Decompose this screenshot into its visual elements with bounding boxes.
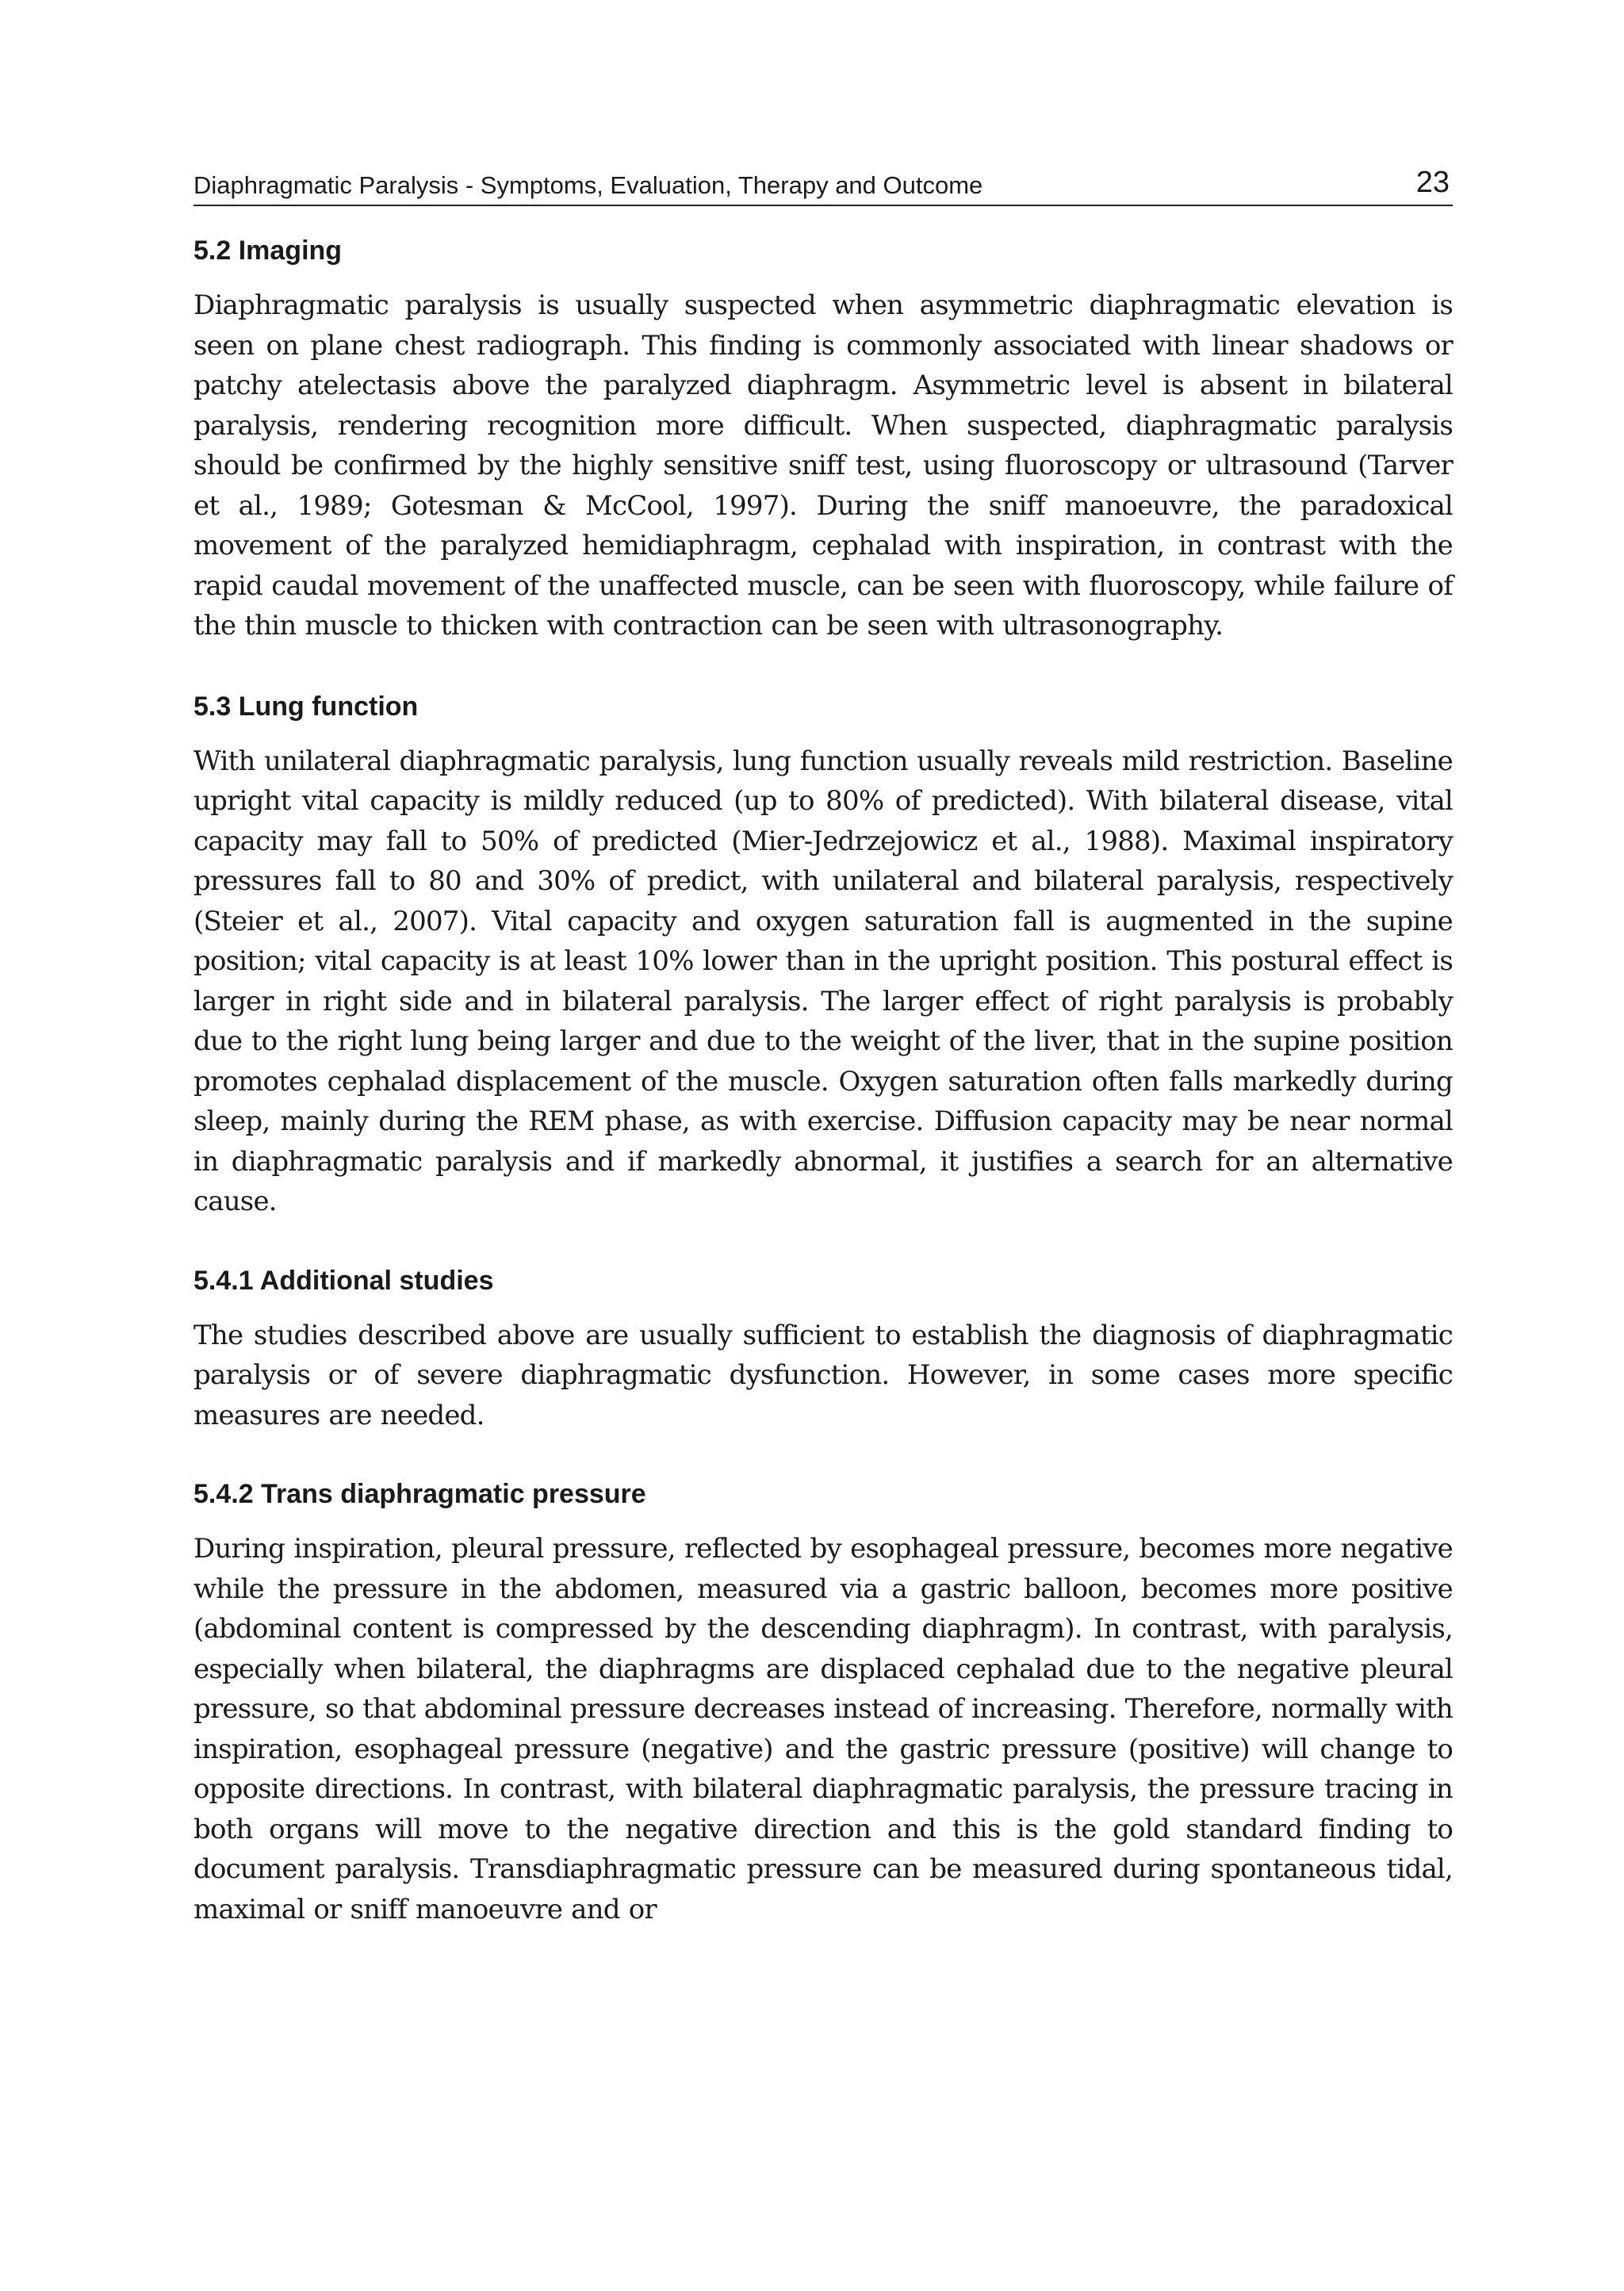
section-heading: 5.4.2 Trans diaphragmatic pressure [193,1479,646,1509]
section-imaging [193,235,1453,646]
section-heading: 5.3 Lung function [193,691,419,722]
section-paragraph: Diaphragmatic paralysis is usually suspected when asymmetric diaphragmatic elevation is seen on plane chest radiograph. This finding is commonly associated with linear shadows or patchy atelectasis above the paralyzed diaphragm. Asymmetric level is absent in bilateral paralysis, rendering recognition more difficult. When suspected, diaphragmatic paralysis should be confirmed by the highly sensitive sniff test, using fluoroscopy or ultrasound (Tarver et al., 1989; Gotesman & McCool, 1997). During the sniff manoeuvre, the paradoxical movement of the paralyzed hemidiaphragm, cephalad with inspiration, in contrast with the rapid caudal movement of the unaffected muscle, can be seen with fluoroscopy, while failure of the thin muscle to thicken with contraction can be seen with ultrasonography. [193,289,1453,642]
section-paragraph: With unilateral diaphragmatic paralysis, lung function usually reveals mild restriction. Baseline upright vital capacity is mildly reduced (up to 80% of predicted). With bilateral disease, vital capacity may fall to 50% of predicted (Mier-Jedrzejowicz et al., 1988). Maximal inspiratory pressures fall to 80 and 30% of predict, with unilateral and bilateral paralysis, respectively (Steier et al., 2007). Vital capacity and oxygen saturation fall is augmented in the supine position; vital capacity is at least 10% lower than in the upright position. This postural effect is larger in right side and in bilateral paralysis. The larger effect of right paralysis is probably due to the right lung being larger and due to the weight of the liver, that in the supine position promotes cephalad displacement of the muscle. Oxygen saturation often falls markedly during sleep, mainly during the REM phase, as with exercise. Diffusion capacity may be near normal in diaphragmatic paralysis and if markedly abnormal, it justifies a search for an alternative cause. [193,745,1453,1217]
section-additional-studies [193,1265,1453,1436]
section-heading: 5.4.1 Additional studies [193,1265,494,1296]
section-paragraph: During inspiration, pleural pressure, reflected by esophageal pressure, becomes more negative while the pressure in the abdomen, measured via a gastric balloon, becomes more positive (abdominal content is compressed by the descending diaphragm). In contrast, with paralysis, especially when bilateral, the diaphragms are displaced cephalad due to the negative pleural pressure, so that abdominal pressure decreases instead of increasing. Therefore, normally with inspiration, esophageal pressure (negative) and the gastric pressure (positive) will change to opposite directions. In contrast, with bilateral diaphragmatic paralysis, the pressure tracing in both organs will move to the negative direction and this is the gold standard finding to document paralysis. Transdiaphragmatic pressure can be measured during spontaneous tidal, maximal or sniff manoeuvre and or [193,1533,1453,1925]
section-paragraph: The studies described above are usually sufficient to establish the diagnosis of diaphragmatic paralysis or of severe diaphragmatic dysfunction. However, in some cases more specific measures are needed. [193,1319,1453,1431]
page-content [193,235,1453,1929]
section-heading: 5.2 Imaging [193,236,343,266]
section-trans-diaphragmatic-pressure [193,1478,1453,1929]
page-number: 23 [1415,166,1450,199]
page-header [193,162,1453,206]
running-title: Diaphragmatic Paralysis - Symptoms, Evaluation, Therapy and Outcome [193,171,983,199]
section-lung-function [193,691,1453,1222]
